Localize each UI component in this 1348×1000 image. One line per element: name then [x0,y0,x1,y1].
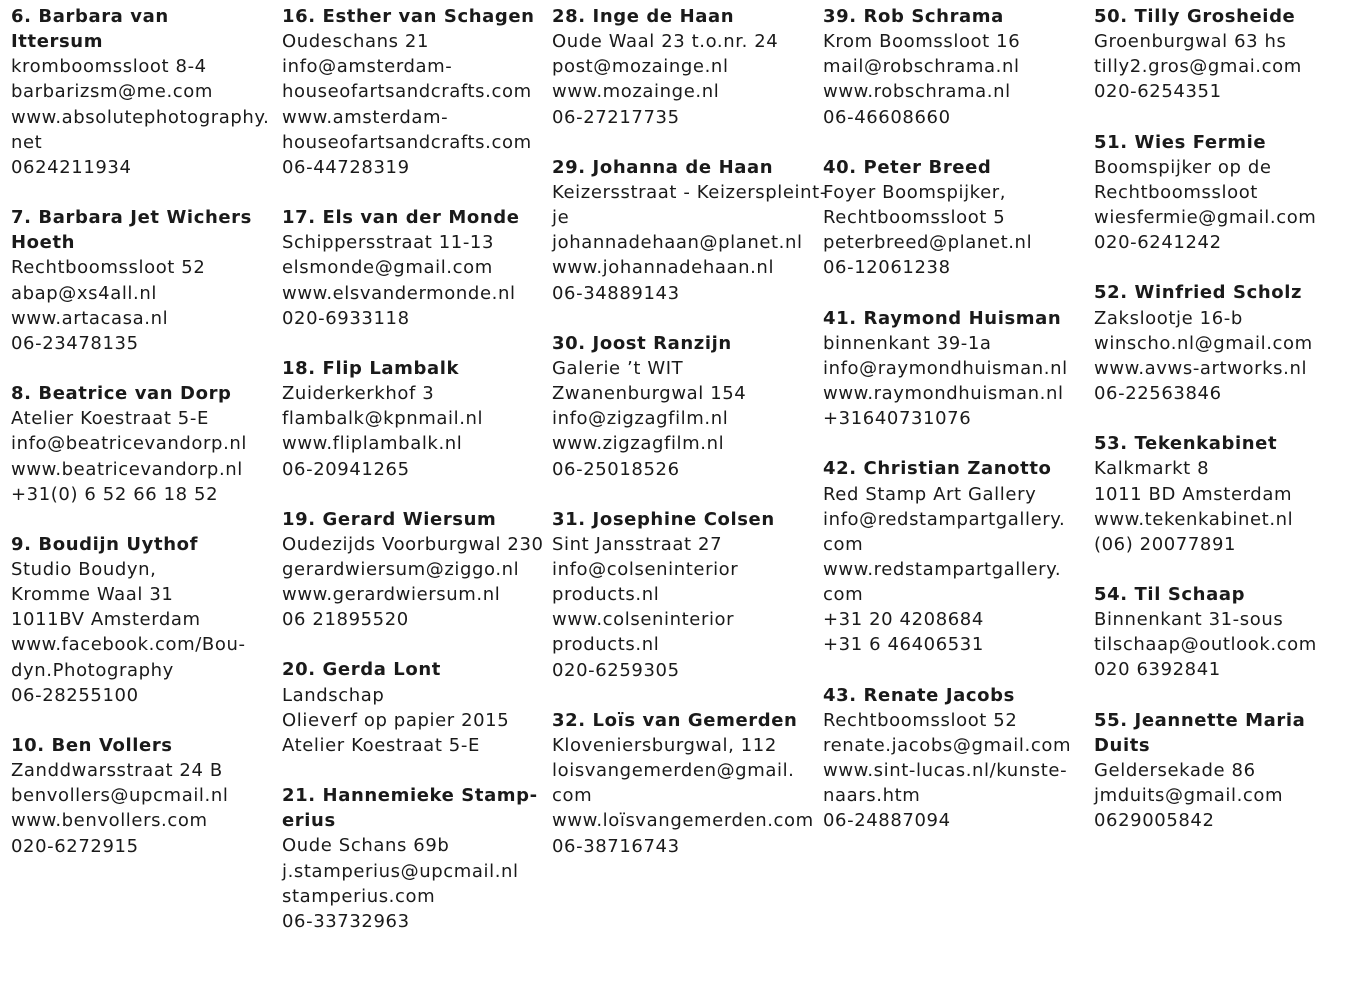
artist-name: 8. Beatrice van Dorp [11,383,232,405]
artist-name: 52. Winfried Scholz [1094,282,1303,304]
contact-line: products.nl [552,634,660,656]
contact-line: +31 20 4208684 [823,609,984,631]
contact-line: barbarizsm@me.com [11,81,214,103]
artist-entry [823,4,1085,130]
contact-line: Oudeschans 21 [282,31,430,53]
contact-line: Zanddwarsstraat 24 B [11,760,223,782]
artist-entry [282,783,544,934]
contact-line: www.facebook.com/Bou- [11,634,246,656]
contact-line: naars.htm [823,785,921,807]
contact-line: www.johannadehaan.nl [552,257,775,279]
contact-line: (06) 20077891 [1094,533,1237,555]
contact-line: www.redstampartgallery. [823,558,1062,580]
contact-line: 06-46608660 [823,106,951,128]
contact-line: 020-6272915 [11,835,139,857]
contact-line: post@mozainge.nl [552,56,729,78]
contact-line: com [823,533,864,555]
contact-line: gerardwiersum@ziggo.nl [282,558,520,580]
contact-line: +31(0) 6 52 66 18 52 [11,483,219,505]
contact-line: 06-25018526 [552,458,680,480]
contact-line: Rechtboomssloot 52 [823,709,1018,731]
contact-line: 020 6392841 [1094,659,1221,681]
contact-line: loisvangemerden@gmail. [552,760,795,782]
contact-line: johannadehaan@planet.nl [552,232,803,254]
artist-name: Duits [1094,734,1151,756]
contact-line: je [552,207,570,229]
contact-line: +31640731076 [823,408,972,430]
contact-line: www.gerardwiersum.nl [282,584,501,606]
contact-line: 06-44728319 [282,156,410,178]
artist-entry [823,155,1085,281]
artist-name: 41. Raymond Huisman [823,307,1062,329]
artist-entry [11,532,273,708]
contact-line: Boomspijker op de [1094,156,1272,178]
contact-line: 020-6241242 [1094,232,1222,254]
contact-line: www.fliplambalk.nl [282,433,463,455]
contact-line: stamperius.com [282,885,436,907]
contact-line: com [823,584,864,606]
contact-line: Geldersekade 86 [1094,759,1256,781]
contact-line: Red Stamp Art Gallery [823,483,1037,505]
contact-line: 06-28255100 [11,684,139,706]
contact-line: Olieverf op papier 2015 [282,709,510,731]
artist-entry [282,356,544,482]
artist-name: 39. Rob Schrama [823,6,1004,27]
artist-name: 43. Renate Jacobs [823,684,1015,706]
contact-line: Kromme Waal 31 [11,584,174,606]
contact-line: 020-6254351 [1094,81,1222,103]
contact-line: info@redstampartgallery. [823,508,1066,530]
contact-line: www.robschrama.nl [823,81,1011,103]
contact-line: Rechtboomssloot [1094,181,1258,203]
contact-line: tilly2.gros@gmai.com [1094,56,1302,78]
contact-line: www.elsvandermonde.nl [282,282,516,304]
contact-line: Rechtboomssloot 5 [823,207,1006,229]
contact-line: www.absolutephotography. [11,106,270,128]
contact-line: Oude Schans 69b [282,835,450,857]
artist-entry [282,205,544,331]
artist-name: 28. Inge de Haan [552,6,735,27]
contact-line: 06-20941265 [282,458,410,480]
contact-line: +31 6 46406531 [823,634,984,656]
artist-name: 7. Barbara Jet Wichers [11,207,252,229]
artist-name: 29. Johanna de Haan [552,156,774,178]
contact-line: Foyer Boomspijker, [823,181,1007,203]
contact-line: 06-23478135 [11,332,139,354]
artist-entry [823,306,1085,432]
contact-line: net [11,131,43,153]
artist-entry [552,708,814,859]
contact-line: 06-27217735 [552,106,680,128]
artist-name: 18. Flip Lambalk [282,357,460,379]
contact-line: Zwanenburgwal 154 [552,383,747,405]
contact-line: info@zigzagfilm.nl [552,408,729,430]
contact-line: 0629005842 [1094,810,1215,832]
contact-line: 020-6259305 [552,659,680,681]
artist-name: 10. Ben Vollers [11,734,173,756]
artist-name: Hoeth [11,232,76,254]
artist-entry [1094,708,1348,834]
contact-line: j.stamperius@upcmail.nl [282,860,519,882]
contact-line: Schippersstraat 11-13 [282,232,495,254]
contact-line: Studio Boudyn, [11,558,157,580]
contact-line: www.zigzagfilm.nl [552,433,725,455]
directory-column [1094,4,1348,858]
contact-line: peterbreed@planet.nl [823,232,1033,254]
artist-entry [1094,4,1348,105]
artist-name: 32. Loïs van Gemerden [552,709,798,731]
artist-name: 51. Wies Fermie [1094,131,1267,153]
contact-line: flambalk@kpnmail.nl [282,408,484,430]
contact-line: abap@xs4all.nl [11,282,157,304]
artist-name: 16. Esther van Schagen [282,6,535,27]
contact-line: kromboomssloot 8-4 [11,56,207,78]
artist-entry [282,507,544,633]
contact-line: info@colseninterior [552,558,739,580]
artist-name: 31. Josephine Colsen [552,508,775,530]
directory-column [552,4,827,884]
contact-line: www.raymondhuisman.nl [823,383,1064,405]
artist-entry [11,381,273,507]
artist-name: 30. Joost Ranzijn [552,332,732,354]
contact-line: 06-22563846 [1094,383,1222,405]
artist-name: erius [282,810,336,832]
artist-entry [11,733,273,859]
artist-entry [1094,431,1348,557]
contact-line: products.nl [552,584,660,606]
contact-line: www.beatricevandorp.nl [11,458,243,480]
contact-line: houseofartsandcrafts.com [282,131,532,153]
contact-line: jmduits@gmail.com [1094,785,1284,807]
artist-name: 54. Til Schaap [1094,583,1246,605]
contact-line: www.sint-lucas.nl/kunste- [823,760,1068,782]
contact-line: 0624211934 [11,156,132,178]
contact-line: 020-6933118 [282,307,410,329]
contact-line: binnenkant 39-1a [823,332,992,354]
contact-line: 06-12061238 [823,257,951,279]
contact-line: Atelier Koestraat 5-E [282,734,480,756]
contact-line: info@amsterdam- [282,56,453,78]
artist-name: 50. Tilly Grosheide [1094,6,1296,27]
contact-line: Zuiderkerkhof 3 [282,383,435,405]
contact-line: www.loïsvangemerden.com [552,810,814,832]
artist-entry [1094,280,1348,406]
contact-line: winscho.nl@gmail.com [1094,332,1313,354]
contact-line: Galerie ’t WIT [552,357,684,379]
artist-entry [1094,130,1348,256]
contact-line: elsmonde@gmail.com [282,257,493,279]
artist-entry [1094,582,1348,683]
contact-line: info@raymondhuisman.nl [823,357,1068,379]
artist-name: 17. Els van der Monde [282,207,520,229]
contact-line: www.benvollers.com [11,810,208,832]
contact-line: info@beatricevandorp.nl [11,433,248,455]
contact-line: www.artacasa.nl [11,307,169,329]
artist-entry [552,4,814,130]
artist-entry [552,507,814,683]
artist-entry [282,657,544,758]
contact-line: 06-38716743 [552,835,680,857]
artist-name: 55. Jeannette Maria [1094,709,1306,731]
contact-line: Oude Waal 23 t.o.nr. 24 [552,31,779,53]
directory-column [823,4,1085,859]
contact-line: 06-33732963 [282,910,410,932]
artist-name: 19. Gerard Wiersum [282,508,497,530]
contact-line: Kalkmarkt 8 [1094,458,1210,480]
contact-line: www.amsterdam- [282,106,449,128]
contact-line: 06-34889143 [552,282,680,304]
contact-line: Zakslootje 16-b [1094,307,1243,329]
artist-entry [11,205,273,356]
artist-entry [823,456,1085,657]
contact-line: www.tekenkabinet.nl [1094,508,1294,530]
contact-line: Kloveniersburgwal, 112 [552,734,777,756]
artist-entry [282,4,544,180]
artist-name: 9. Boudijn Uythof [11,533,199,555]
contact-line: tilschaap@outlook.com [1094,634,1317,656]
directory-column [11,4,273,884]
contact-line: Binnenkant 31-sous [1094,609,1284,631]
contact-line: renate.jacobs@gmail.com [823,734,1072,756]
contact-line: Rechtboomssloot 52 [11,257,206,279]
contact-line: Sint Jansstraat 27 [552,533,723,555]
contact-line: Keizersstraat - Keizerspleint- [552,181,827,203]
contact-line: www.colseninterior [552,609,735,631]
artist-name: Ittersum [11,31,104,53]
contact-line: mail@robschrama.nl [823,56,1020,78]
contact-line: www.avws-artworks.nl [1094,357,1308,379]
artist-name: 6. Barbara van [11,6,169,27]
directory-column [282,4,544,959]
contact-line: 06-24887094 [823,810,951,832]
contact-line: benvollers@upcmail.nl [11,785,229,807]
artist-entry [552,155,827,306]
contact-line: houseofartsandcrafts.com [282,81,532,103]
contact-line: Atelier Koestraat 5-E [11,408,209,430]
contact-line: 06 21895520 [282,609,409,631]
artist-name: 53. Tekenkabinet [1094,433,1278,455]
artist-entry [552,331,814,482]
artist-name: 40. Peter Breed [823,156,992,178]
artist-name: 20. Gerda Lont [282,659,441,681]
contact-line: Landschap [282,684,385,706]
artist-entry [11,4,273,180]
artist-name: 21. Hannemieke Stamp- [282,785,538,807]
artist-entry [823,683,1085,834]
artist-name: 42. Christian Zanotto [823,458,1052,480]
contact-line: 1011BV Amsterdam [11,609,201,631]
contact-line: Oudezijds Voorburgwal 230 [282,533,544,555]
contact-line: www.mozainge.nl [552,81,720,103]
contact-line: Groenburgwal 63 hs [1094,31,1287,53]
contact-line: com [552,785,593,807]
contact-line: Krom Boomssloot 16 [823,31,1021,53]
contact-line: 1011 BD Amsterdam [1094,483,1293,505]
contact-line: wiesfermie@gmail.com [1094,207,1317,229]
contact-line: dyn.Photography [11,659,174,681]
